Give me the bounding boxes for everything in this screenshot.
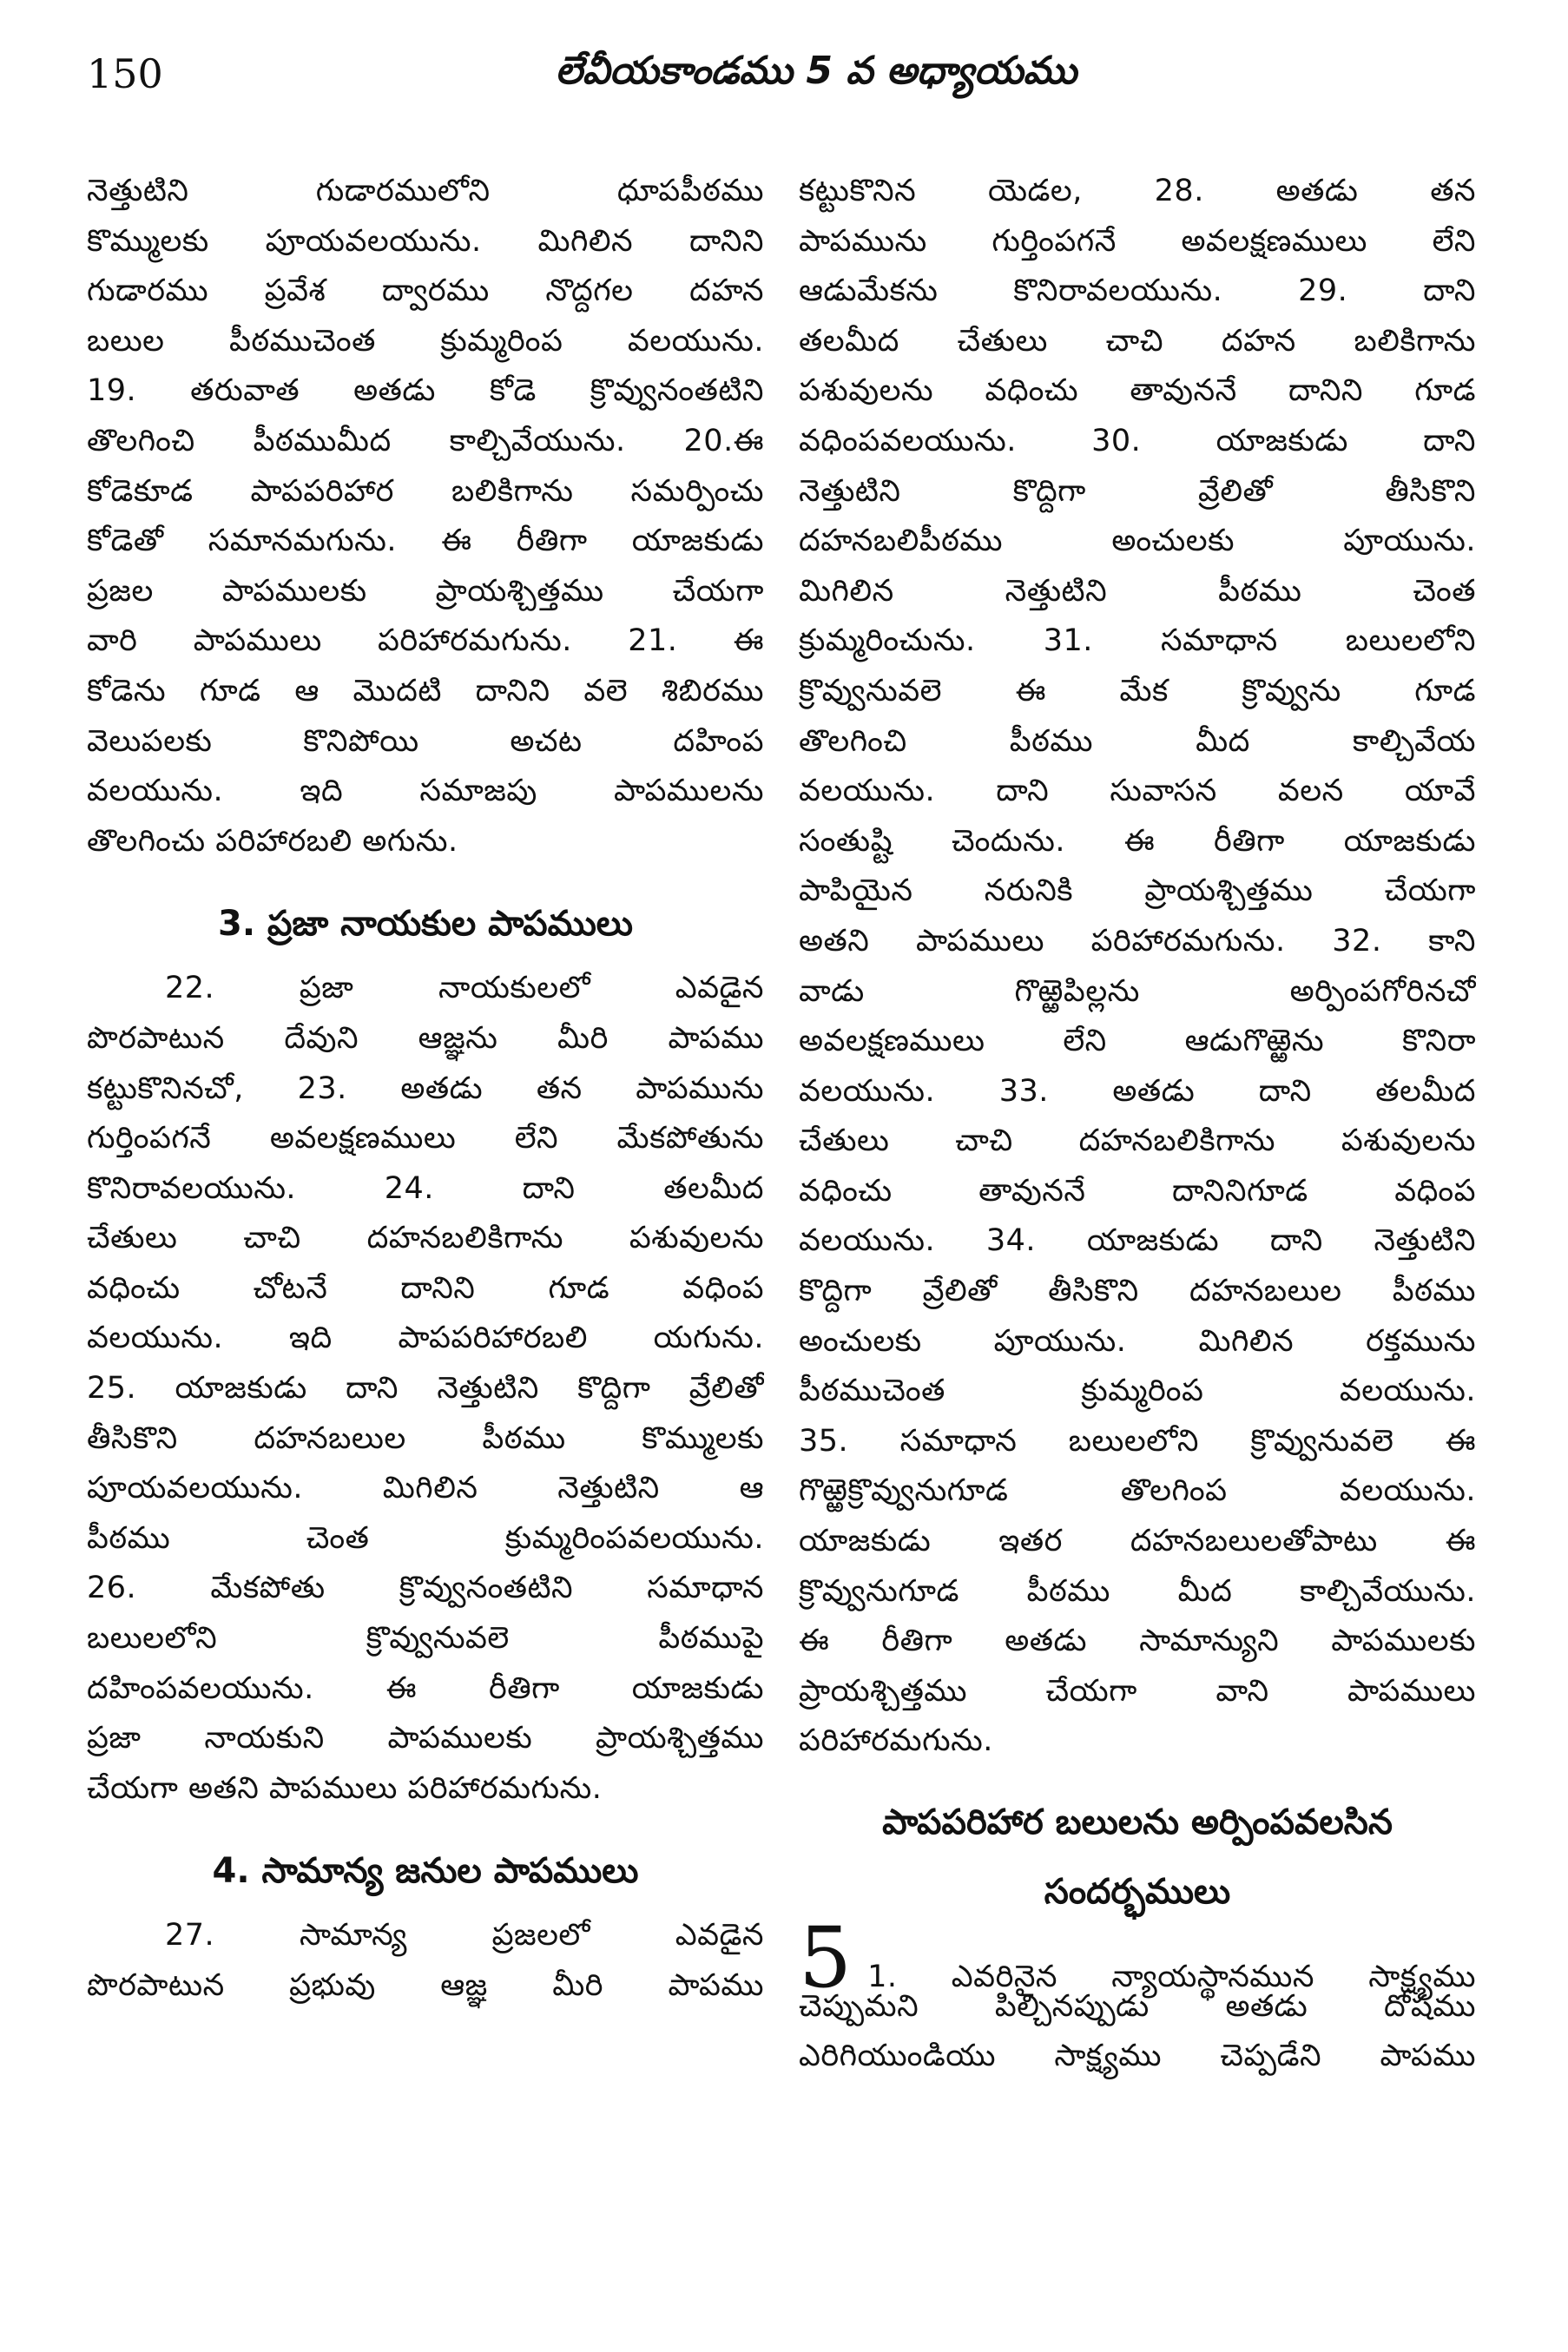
text-line: చేతులు చాచి దహనబలికిగాను పశువులను bbox=[87, 1221, 764, 1256]
text-line: 25. యాజకుడు దాని నెత్తుటిని కొద్దిగా వ్రేలితో bbox=[87, 1371, 764, 1407]
text-line: యాజకుడు ఇతర దహనబలులతోపాటు ఈ bbox=[799, 1524, 1476, 1559]
section-heading-3: 3. ప్రజా నాయకుల పాపములు bbox=[218, 904, 633, 945]
text-line: నెత్తుటిని గుడారములోని ధూపపీఠము bbox=[87, 174, 764, 208]
text-line: కోడెను గూడ ఆ మొదటి దానిని వలె శిబిరము bbox=[87, 673, 764, 708]
text-line: ప్రజా నాయకుని పాపములకు ప్రాయశ్చిత్తము bbox=[87, 1721, 764, 1756]
text-line: కోడెకూడ పాపపరిహార బలికిగాను సమర్పించు bbox=[87, 473, 764, 509]
text-line: కట్టుకొనినచో, 23. అతడు తన పాపమును bbox=[87, 1071, 764, 1106]
right-column bbox=[799, 167, 1476, 2082]
left-column bbox=[87, 167, 764, 2012]
text-line: కొమ్ములకు పూయవలయును. మిగిలిన దానిని bbox=[87, 223, 764, 259]
text-line: పాపమును గుర్తింపగనే అవలక్షణములు లేని bbox=[799, 223, 1476, 259]
text-line: తొలగించి పీఠము మీద కాల్చివేయ bbox=[799, 723, 1476, 759]
text-line: వెలుపలకు కొనిపోయి అచట దహింప bbox=[87, 723, 764, 759]
text-line: పశువులను వధించు తావుననే దానిని గూడ bbox=[799, 373, 1476, 409]
text-line: అవలక్షణములు లేని ఆడుగొఱ్ఱెను కొనిరా bbox=[799, 1024, 1476, 1059]
text-line: 19. తరువాత అతడు కోడె క్రొవ్వునంతటిని bbox=[87, 373, 764, 409]
text-line: వలయును. ఇది సమాజపు పాపములను bbox=[87, 774, 764, 809]
section-heading-4: 4. సామాన్య జనుల పాపములు bbox=[212, 1851, 639, 1892]
text-line: కోడెతో సమానమగును. ఈ రీతిగా యాజకుడు bbox=[87, 524, 764, 559]
text-line: తీసికొని దహనబలుల పీఠము కొమ్ములకు bbox=[87, 1420, 764, 1456]
text-line: పరిహారమగును. bbox=[799, 1723, 993, 1759]
page-number: 150 bbox=[87, 50, 163, 97]
text-line: పాపియైన నరునికి ప్రాయశ్చిత్తము చేయగా bbox=[799, 873, 1476, 909]
text-line: చేతులు చాచి దహనబలికిగాను పశువులను bbox=[799, 1123, 1476, 1159]
text-line: గొఱ్ఱెక్రొవ్వునుగూడ తొలగింప వలయును. bbox=[799, 1473, 1476, 1509]
text-line: 1. ఎవరినైన న్యాయస్థానమున సాక్ష్యము bbox=[867, 1960, 1476, 1994]
text-line: దహనబలిపీఠము అంచులకు పూయును. bbox=[799, 524, 1476, 559]
text-line: దహింపవలయును. ఈ రీతిగా యాజకుడు bbox=[87, 1670, 764, 1706]
text-line: వాడు గొఱ్ఱెపిల్లను అర్పింపగోరినచో bbox=[799, 973, 1476, 1009]
text-line: క్రొవ్వునువలె ఈ మేక క్రొవ్వును గూడ bbox=[799, 673, 1476, 708]
text-line: వధించు తావుననే దానినిగూడ వధింప bbox=[799, 1173, 1476, 1209]
text-line: వధింపవలయును. 30. యాజకుడు దాని bbox=[799, 423, 1476, 458]
text-line: కొనిరావలయును. 24. దాని తలమీద bbox=[87, 1170, 764, 1206]
paragraph bbox=[799, 1982, 1476, 2082]
text-line: పూయవలయును. మిగిలిన నెత్తుటిని ఆ bbox=[87, 1471, 764, 1506]
paragraph bbox=[87, 1911, 764, 2011]
text-line: వలయును. ఇది పాపపరిహారబలి యగును. bbox=[87, 1321, 764, 1356]
text-line: చెప్పుమని పిల్చినప్పుడు అతడు దోషము bbox=[799, 1988, 1476, 2024]
text-line: పీఠముచెంత క్రుమ్మరింప వలయును. bbox=[799, 1374, 1476, 1409]
paragraph bbox=[799, 167, 1476, 1767]
text-line: తొలగించి పీఠముమీద కాల్చివేయును. 20.ఈ bbox=[87, 423, 764, 458]
text-line: 27. సామాన్య ప్రజలలో ఎవడైన bbox=[165, 1918, 764, 1953]
text-line: ఆడుమేకను కొనిరావలయును. 29. దాని bbox=[799, 273, 1476, 309]
text-line: వలయును. 34. యాజకుడు దాని నెత్తుటిని bbox=[799, 1223, 1476, 1259]
text-line: క్రుమ్మరించును. 31. సమాధాన బలులలోని bbox=[799, 623, 1476, 659]
text-line: పొరపాటున దేవుని ఆజ్ఞను మీరి పాపము bbox=[87, 1020, 764, 1056]
text-line: 35. సమాధాన బలులలోని క్రొవ్వునువలె ఈ bbox=[799, 1423, 1476, 1459]
text-line: 22. ప్రజా నాయకులలో ఎవడైన bbox=[165, 971, 764, 1006]
text-line: గుర్తింపగనే అవలక్షణములు లేని మేకపోతును bbox=[87, 1121, 764, 1156]
text-line: అంచులకు పూయును. మిగిలిన రక్తమును bbox=[799, 1323, 1476, 1359]
text-line: క్రొవ్వునుగూడ పీఠము మీద కాల్చివేయును. bbox=[799, 1573, 1476, 1609]
text-line: ప్రాయశ్చిత్తము చేయగా వాని పాపములు bbox=[799, 1673, 1476, 1709]
text-line: 26. మేకపోతు క్రొవ్వునంతటిని సమాధాన bbox=[87, 1571, 764, 1606]
running-title: లేవీయకాండము 5 వ అధ్యాయము bbox=[555, 49, 1077, 93]
text-line: పీఠము చెంత క్రుమ్మరింపవలయును. bbox=[87, 1520, 764, 1556]
text-line: మిగిలిన నెత్తుటిని పీఠము చెంత bbox=[799, 573, 1476, 609]
text-line: తలమీద చేతులు చాచి దహన బలికిగాను bbox=[799, 323, 1476, 359]
text-line: పొరపాటున ప్రభువు ఆజ్ఞ మీరి పాపము bbox=[87, 1968, 764, 2003]
text-line: నెత్తుటిని కొద్దిగా వ్రేలితో తీసికొని bbox=[799, 473, 1476, 509]
text-line: బలుల పీఠముచెంత క్రుమ్మరింప వలయును. bbox=[87, 323, 764, 359]
text-line: తొలగించు పరిహారబలి అగును. bbox=[87, 823, 458, 859]
text-line: వారి పాపములు పరిహారమగును. 21. ఈ bbox=[87, 623, 764, 659]
text-line: చేయగా అతని పాపములు పరిహారమగును. bbox=[87, 1770, 603, 1806]
text-line: ఎరిగియుండియు సాక్ష్యము చెప్పడేని పాపము bbox=[799, 2039, 1476, 2074]
text-line: వలయును. 33. అతడు దాని తలమీద bbox=[799, 1073, 1476, 1109]
chapter-number: 5 bbox=[799, 1909, 853, 2006]
paragraph bbox=[87, 964, 764, 1814]
text-line: వలయును. దాని సువాసన వలన యావే bbox=[799, 774, 1476, 809]
text-line: సంతుష్టి చెందును. ఈ రీతిగా యాజకుడు bbox=[799, 823, 1476, 859]
text-line: వధించు చోటనే దానిని గూడ వధింప bbox=[87, 1270, 764, 1306]
text-line: అతని పాపములు పరిహారమగును. 32. కాని bbox=[799, 923, 1476, 959]
text-line: ప్రజల పాపములకు ప్రాయశ్చిత్తము చేయగా bbox=[87, 573, 764, 609]
text-line: కట్టుకొనిన యెడల, 28. అతడు తన bbox=[799, 174, 1476, 208]
text-line: గుడారము ప్రవేశ ద్వారము నొద్దగల దహన bbox=[87, 273, 764, 309]
paragraph bbox=[87, 167, 764, 866]
text-line: ఈ రీతిగా అతడు సామాన్యుని పాపములకు bbox=[799, 1624, 1476, 1659]
section-heading-5-line1: పాపపరిహార బలులను అర్పింపవలసిన bbox=[882, 1802, 1393, 1842]
text-line: కొద్దిగా వ్రేలితో తీసికొని దహనబలుల పీఠము bbox=[799, 1274, 1476, 1309]
section-heading-5-line2: సందర్భములు bbox=[1044, 1872, 1231, 1912]
text-line: బలులలోని క్రొవ్వునువలె పీఠముపై bbox=[87, 1621, 764, 1657]
